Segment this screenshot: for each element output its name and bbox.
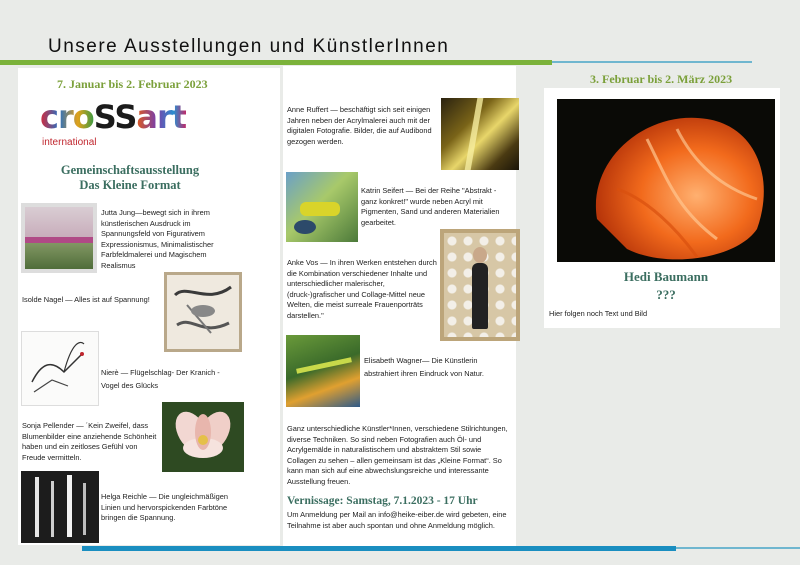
artwork-katrin-seifert [286,172,358,242]
right-artist-name: Hedi Baumann [623,269,709,284]
right-text: Hier folgen noch Text und Bild [549,309,648,318]
logo-cro: cro [40,98,94,136]
bottom-blue-bar [82,546,676,551]
dark-shape [294,220,316,234]
painting-ground [25,239,93,269]
entry-katrin-seifert: Katrin Seifert — Bei der Reihe "Abstrakt - ganz konkret!" wurde neben Acryl mit Pigmenten, Sand und anderen Materialien gearbeitet. [361,186,500,227]
right-subtitle: ??? [656,287,676,302]
green-divider [0,60,552,65]
entry-anke-vos: Anke Vos — In ihren Werken entstehen durch die Kombination verschiedener Inhalte und unterschiedlicher malerischer, (druck-)grafischer und Collage-Mittel neue Welten, die meist surreale Frauenporträts darstellen." [287,258,437,320]
artwork-helga-reichle [21,471,99,543]
logo-subtitle: international [42,137,97,148]
entry-helga-reichle: Helga Reichle — Die ungleichmäßigen Linien und hervorspickenden Farbtöne bringen die Spannung. [101,492,228,522]
heading-line-1: Gemeinschaftsausstellung [60,163,200,177]
artwork-hedi-baumann [557,99,775,262]
exhibition-heading [30,163,230,193]
artwork-anne-ruffert [441,98,519,170]
artwork-sonja-pellender [162,402,244,472]
crane-drawing [22,332,99,406]
tree-line-1 [35,477,39,537]
vernissage-heading: Vernissage: Samstag, 7.1.2023 - 17 Uhr [287,495,478,507]
painting-accent [25,237,93,243]
artwork-anke-vos [440,229,520,341]
light-streak [465,98,484,170]
tree-line-4 [83,483,86,535]
sculpture-drawing [167,275,239,349]
entry-sonja-pellender: Sonja Pellender — ´Kein Zweifel, dass Blumenbilder eine anziehende Schönheit haben und ein zeitloses Gefühl von Freude vermitteln. [22,421,157,462]
left-date: 7. Januar bis 2. Februar 2023 [57,77,208,91]
flower-drawing [162,402,244,472]
artwork-jutta-jung [21,203,97,273]
blue-divider [552,61,752,63]
right-date: 3. Februar bis 2. März 2023 [590,72,733,86]
page-title: Unsere Ausstellungen und KünstlerInnen [48,36,450,57]
bottom-blue-line [676,547,800,549]
artwork-elisabeth-wagner [286,335,360,407]
entry-elisabeth-wagner [364,354,504,380]
logo-s1: S [93,98,115,136]
logo-s2: S [114,98,137,136]
entry-jutta-jung: Jutta Jung—bewegt sich in ihrem künstlerischen Ausdruck im Spannungsfeld von Figurativem Expressionismus, Minimalistischer Farbfeldmalerei und Magischem Realismus [101,208,214,270]
streak [296,357,352,374]
entry-anne-ruffert: Anne Ruffert — beschäftigt sich seit einigen Jahren neben der Acrylmalerei auch mit der digitalen Fotografie. Bilder, die auf Audibond gezogen werden. [287,105,432,146]
artwork-niere [21,331,99,406]
vernissage-text: Um Anmeldung per Mail an info@heike-eiber.de wird gebeten, eine Teilnahme ist aber auch spontan und ohne Anmeldung möglich. [287,510,507,530]
logo-word [40,98,186,136]
entry-isolde-nagel: Isolde Nagel — Alles ist auf Spannung! [22,295,150,304]
poppy-drawing [557,99,775,262]
figure-head [473,247,487,263]
entry-niere-text: Nierè — Flügelschlag- Der Kranich - Vogel des Glücks [101,368,220,390]
entry-niere [101,366,231,392]
crossart-logo [40,98,240,152]
entry-elisabeth-wagner-text: Elisabeth Wagner— Die Künstlerin abstrahiert ihren Eindruck von Natur. [364,356,484,378]
logo-art: art [136,98,187,136]
tree-line-2 [51,481,54,537]
yellow-shape [300,202,340,216]
tree-line-3 [67,475,72,537]
figure-body [472,263,488,329]
exhibition-summary: Ganz unterschiedliche Künstler*Innen, verschiedene Stilrichtungen, diverse Techniken. So sind neben Fotografien auch Öl- und Acrylgemälde in naturalistischem und abstraktem Stil sowie Collagen zu sehen – allen gemeinsam ist das „Kleine Format“. So kann man sich auf eine abwechslungsreiche und interessante Ausstellung freuen. [287,424,508,486]
heading-line-2: Das Kleine Format [79,178,181,192]
artwork-isolde-nagel [164,272,242,352]
